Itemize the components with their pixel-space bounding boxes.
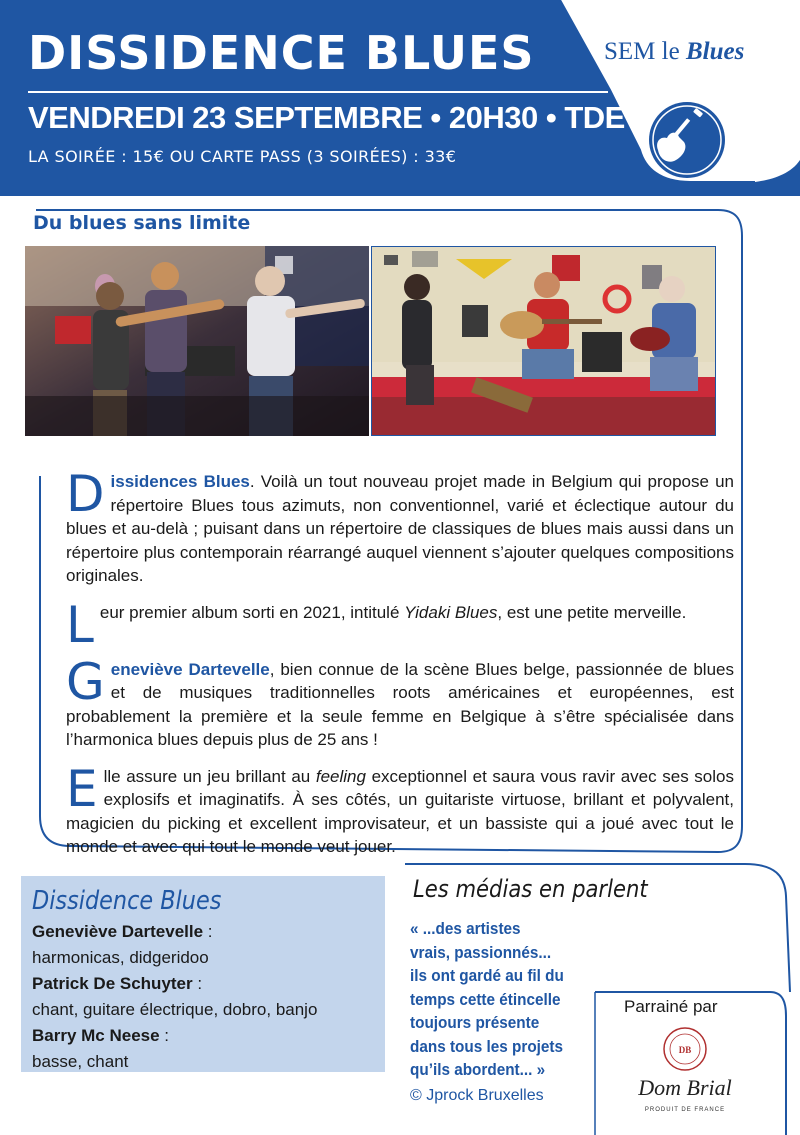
member-2-role: chant, guitare électrique, dobro, banjo xyxy=(32,1000,318,1019)
sponsor-logo xyxy=(605,1025,765,1125)
sponsor-label: Parrainé par xyxy=(624,997,718,1016)
section-subtitle: Du blues sans limite xyxy=(33,212,251,234)
album-title: Yidaki Blues xyxy=(404,602,498,622)
svg-text:Dom Brial: Dom Brial xyxy=(638,1075,732,1100)
member-3-role: basse, chant xyxy=(32,1052,129,1071)
member-2: Patrick De Schuyter : xyxy=(32,974,203,993)
price-line: LA SOIRÉE : 15€ OU CARTE PASS (3 SOIRÉES) : 33€ xyxy=(28,147,457,166)
svg-text:DB: DB xyxy=(678,1045,692,1055)
dropcap-g: G xyxy=(66,652,105,711)
svg-text:PRODUIT DE FRANCE: PRODUIT DE FRANCE xyxy=(644,1107,726,1113)
credits-title: Dissidence Blues xyxy=(32,886,222,916)
paragraph-album: Leur premier album sorti en 2021, intitulé Yidaki Blues, est une petite merveille. xyxy=(66,595,687,654)
page-title: DISSIDENCE BLUES xyxy=(28,26,535,80)
event-date-line: VENDREDI 23 SEPTEMBRE • 20H30 • TDE xyxy=(28,100,625,135)
dropcap-l: L xyxy=(66,595,94,654)
guitar-icon xyxy=(649,102,725,178)
band-seated-playing-photo xyxy=(371,246,716,436)
paragraph-intro: Dissidences Blues. Voilà un tout nouveau projet made in Belgium qui propose un répertoire Blues tous azimuts, non conventionnel, varié et éclectique autour du blues et au-delà ; puisant dans un répertoire de classiques de blues mais aussi dans un répertoire plus contemporain réarrangé auquel viennent s’ajouter quelques compositions originales. xyxy=(66,465,734,585)
media-title: Les médias en parlent xyxy=(413,875,648,903)
artist-name-lead: eneviève Dartevelle xyxy=(110,659,270,679)
title-divider xyxy=(28,91,608,93)
dropcap-d: D xyxy=(66,465,105,523)
article-body xyxy=(66,465,734,872)
paragraph-performance: Elle assure un jeu brillant au feeling exceptionnel et saura vous ravir avec ses solos explosifs et imaginatifs. À ses côtés, un guitariste virtuose, brillant et polyvalent, magicien du picking et excellent improvisateur, et un bassiste qui a joué avec tout le monde et avec qui tout le monde veut jouer. xyxy=(66,759,734,856)
member-3: Barry Mc Neese : xyxy=(32,1026,170,1045)
brand-label: SEM le Blues xyxy=(604,38,745,65)
member-1-role: harmonicas, didgeridoo xyxy=(32,948,209,967)
band-on-stage-photo xyxy=(25,246,369,436)
quote-credit: © Jprock Bruxelles xyxy=(410,1087,544,1104)
band-name-lead: issidences Blues xyxy=(110,472,250,491)
member-1: Geneviève Dartevelle : xyxy=(32,922,213,941)
press-quote: « ...des artistes vrais, passionnés... ils ont gardé au fil du temps cette étincelle toujours présente dans tous les projets qu’ils abordent... » xyxy=(410,919,564,1079)
paragraph-genevieve: Geneviève Dartevelle, bien connue de la scène Blues belge, passionnée de blues et de musiques traditionnelles roots américaines et européennes, est probablement la première et la seule femme en Belgique à s’être spécialisée dans l’harmonica blues depuis plus de 25 ans ! xyxy=(66,652,734,749)
dropcap-e: E xyxy=(66,759,98,818)
